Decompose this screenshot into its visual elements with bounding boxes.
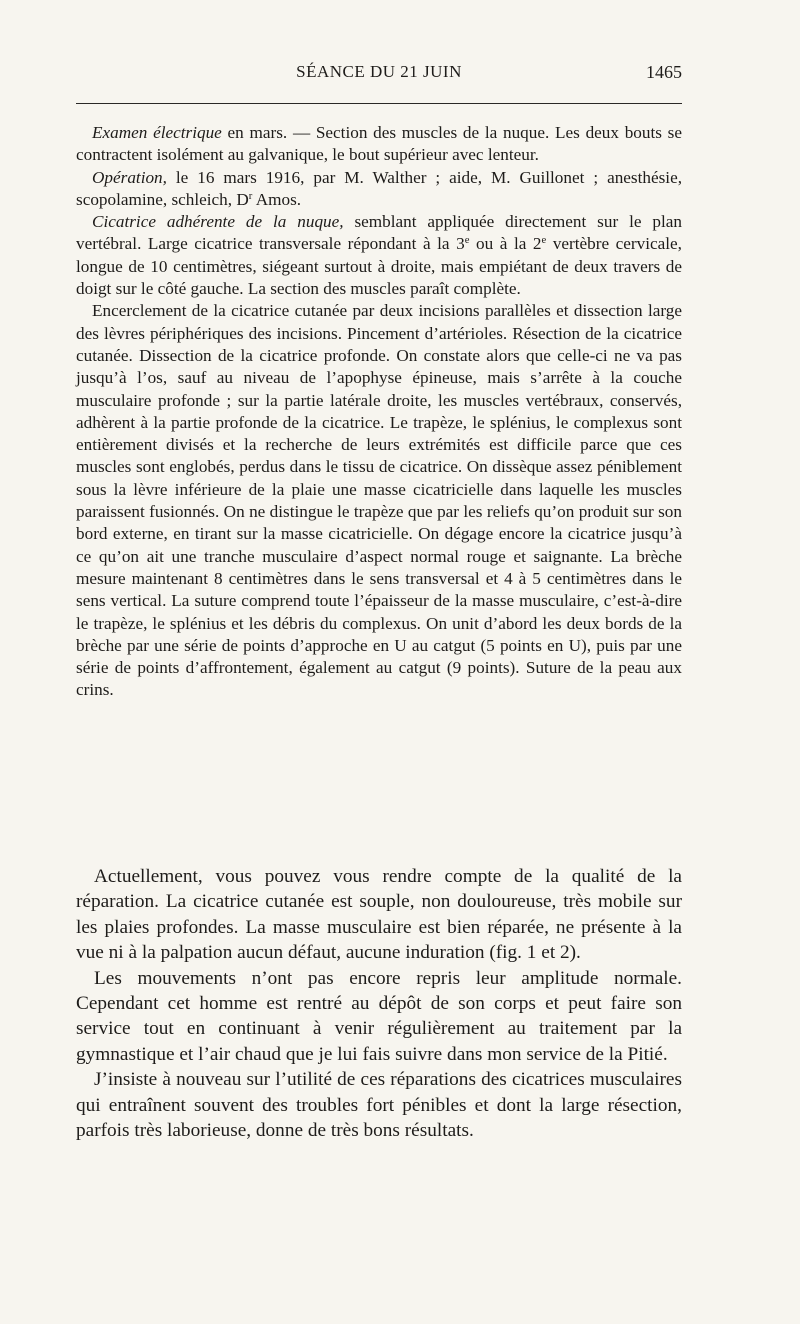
case-report <box>76 122 682 702</box>
report-paragraph-procedure: Encerclement de la cicatrice cutanée par deux incisions parallèles et dissection large des lèvres périphériques des incisions. Pincement d’artérioles. Résection de la cicatrice cutanée. Dissection de la cicatrice profonde. On constate alors que celle-ci ne va pas jusqu’à l’os, sauf au niveau de l’apophyse épineuse, mais s’arrête à la couche musculaire profonde ; sur la partie latérale droite, les muscles vertébraux, conservés, adhèrent à la partie profonde de la cicatrice. Le trapèze, le splénius, le complexus sont entièrement divisés et la recherche de leurs extrémités est difficile parce que ces muscles sont englobés, perdus dans le tissu de cicatrice. On dissèque assez péniblement sous la lèvre inférieure de la plaie une masse cicatricielle dans laquelle les muscles paraissent fusionnés. On ne distingue le trapèze que par les reliefs qu’on produit sur son bord externe, en tirant sur la masse cicatricielle. On dégage encore la cicatrice jusqu’à ce qu’on ait une tranche musculaire d’aspect normal rouge et saignante. La brèche mesure maintenant 8 centimètres dans le sens transversal et 4 à 5 centimètres dans le sens vertical. La suture comprend toute l’épaisseur de la masse musculaire, c’est-à-dire le trapèze, le splénius et les débris du complexus. On unit d’abord les deux bords de la brèche par une série de points d’approche en U au catgut (5 points en U), puis par une série de points d’affrontement, également au catgut (9 points). Suture de la peau aux crins. <box>76 301 682 700</box>
paragraph-text: en mars. — Section des muscles de la nuque. Les deux bouts se contractent isolément au galvanique, le bout supérieur avec lenteur. <box>76 123 683 165</box>
discussion-text <box>76 864 682 1143</box>
paragraph-text: ou à la 2 <box>469 234 542 254</box>
header-rule <box>76 103 682 104</box>
paragraph-lead: Examen électrique <box>92 123 222 142</box>
paragraph-text: Amos. <box>252 189 302 209</box>
page-number: 1465 <box>646 62 682 82</box>
superscript: e <box>464 235 470 247</box>
discussion-paragraph: J’insiste à nouveau sur l’utilité de ces réparations des cicatrices musculaires qui entraînent souvent des troubles fort pénibles et dont la large résection, parfois très laborieuse, donne de très bons résultats. <box>76 1069 682 1142</box>
paragraph-text: semblant appliquée directement sur le plan vertébral. Large cicatrice transversale répondant à la 3 <box>76 212 682 254</box>
paragraph-lead: Opération, <box>92 167 167 187</box>
paragraph-lead: Cicatrice adhérente de la nuque, <box>92 212 344 232</box>
report-paragraph-operation <box>76 167 682 212</box>
paragraph-text: vertèbre cervicale, longue de 10 centimètres, siégeant surtout à droite, mais empiétant de deux travers de doigt sur le côté gauche. La section des muscles paraît complète. <box>76 234 682 299</box>
discussion-paragraph: Les mouvements n’ont pas encore repris leur amplitude normale. Cependant cet homme est rentré au dépôt de son corps et peut faire son service tout en continuant à venir régulièrement au traitement par la gymnastique et l’air chaud que je lui fais suivre dans mon service de la Pitié. <box>76 967 682 1065</box>
session-title: SÉANCE DU 21 JUIN <box>296 62 462 81</box>
superscript: e <box>541 235 547 247</box>
paragraph-text: le 16 mars 1916, par M. Walther ; aide, M. Guillonet ; anesthésie, scopolamine, schleich, D <box>76 167 682 209</box>
superscript: r <box>248 191 253 203</box>
report-paragraph-scar <box>76 211 682 300</box>
discussion-paragraph: Actuellement, vous pouvez vous rendre compte de la qualité de la réparation. La cicatrice cutanée est souple, non douloureuse, très mobile sur les plaies profondes. La masse musculaire est bien réparée, ne présente à la vue ni à la palpation aucun défaut, aucune induration (fig. 1 et 2). <box>76 866 682 964</box>
running-head <box>76 62 682 92</box>
report-paragraph-electrical-exam <box>76 122 682 167</box>
